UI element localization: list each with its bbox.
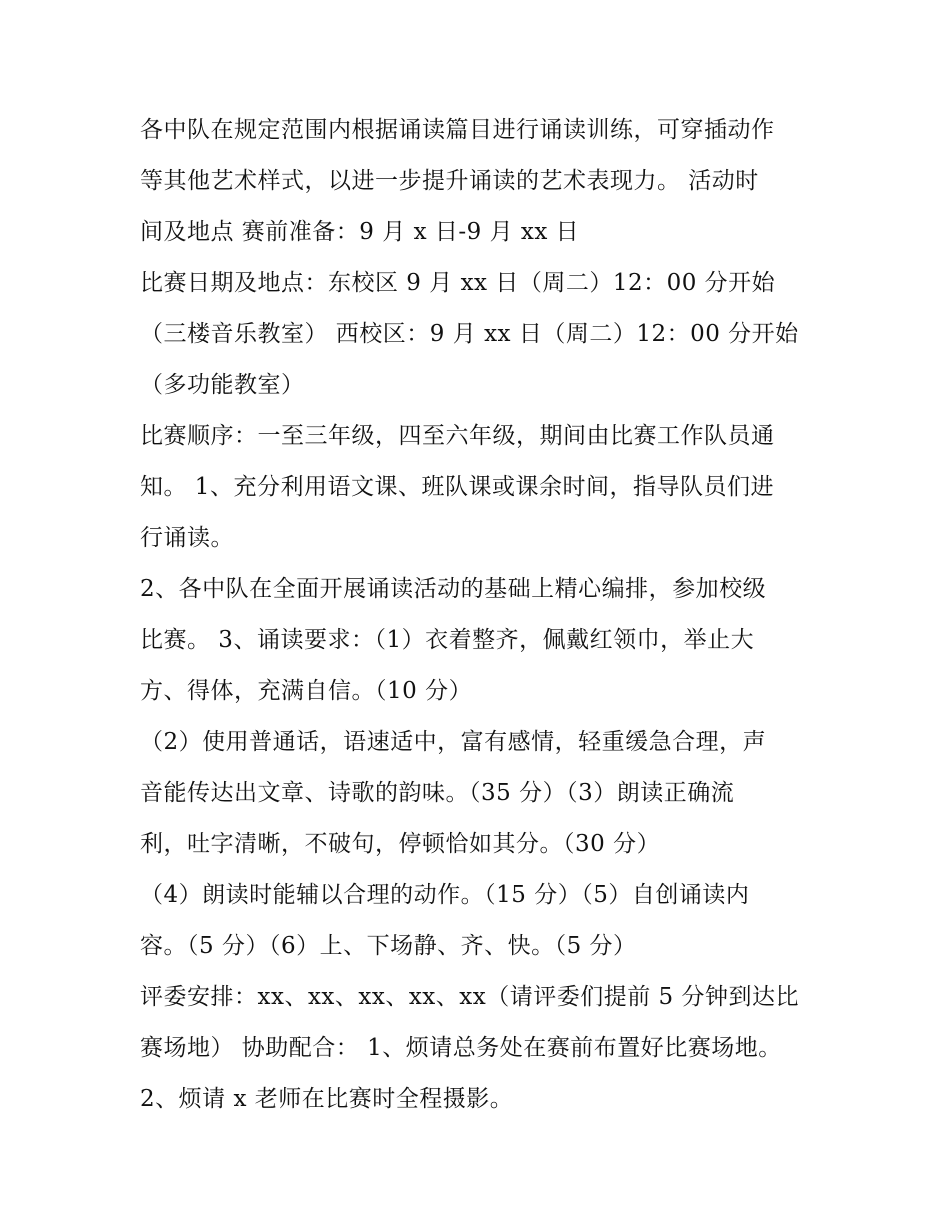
text-line: 方、得体，充满自信。（10 分） xyxy=(140,678,473,704)
text-line: 知。 1、充分利用语文课、班队课或课余时间，指导队员们进 xyxy=(140,474,774,500)
text-line: （2）使用普通话，语速适中，富有感情，轻重缓急合理，声 xyxy=(140,729,767,755)
text-line: 2、各中队在全面开展诵读活动的基础上精心编排，参加校级 xyxy=(140,576,767,602)
text-line: 评委安排：xx、xx、xx、xx、xx（请评委们提前 5 分钟到达比 xyxy=(140,984,799,1010)
text-line: 比赛日期及地点：东校区 9 月 xx 日（周二）12：00 分开始 xyxy=(140,270,776,296)
text-line: 行诵读。 xyxy=(140,525,234,551)
text-line: 利，吐字清晰，不破句，停顿恰如其分。（30 分） xyxy=(140,831,661,857)
text-line: 音能传达出文章、诗歌的韵味。（35 分）（3）朗读正确流 xyxy=(140,780,735,806)
text-line: （多功能教室） xyxy=(140,372,305,398)
text-line: 容。（5 分）（6）上、下场静、齐、快。（5 分） xyxy=(140,933,637,959)
text-line: （三楼音乐教室） 西校区：9 月 xx 日（周二）12：00 分开始 xyxy=(140,321,799,347)
text-line: 各中队在规定范围内根据诵读篇目进行诵读训练，可穿插动作 xyxy=(140,117,775,143)
text-line: 赛场地） 协助配合： 1、烦请总务处在赛前布置好比赛场地。 xyxy=(140,1035,782,1061)
document-body xyxy=(140,105,820,1125)
text-line: 比赛。 3、诵读要求：（1）衣着整齐，佩戴红领巾，举止大 xyxy=(140,627,755,653)
text-line: 比赛顺序：一至三年级，四至六年级，期间由比赛工作队员通 xyxy=(140,423,775,449)
text-line: 等其他艺术样式，以进一步提升诵读的艺术表现力。 活动时 xyxy=(140,168,759,194)
text-line: （4）朗读时能辅以合理的动作。（15 分）（5）自创诵读内 xyxy=(140,882,750,908)
text-line: 间及地点 赛前准备：9 月 x 日-9 月 xx 日 xyxy=(140,219,580,245)
text-line: 2、烦请 x 老师在比赛时全程摄影。 xyxy=(140,1086,514,1112)
